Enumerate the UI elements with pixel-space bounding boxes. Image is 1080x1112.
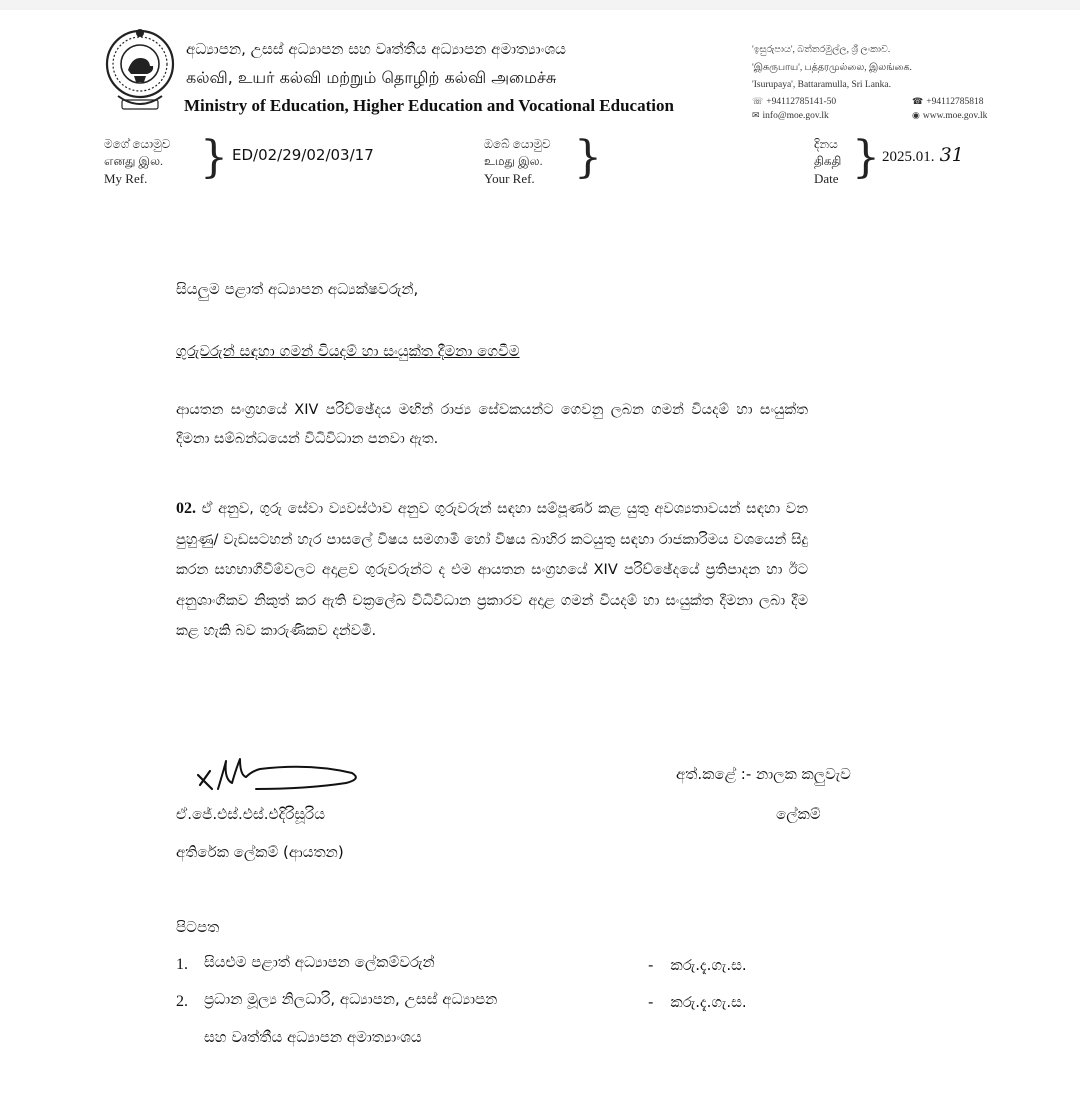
date-label-sinhala: දිනය [814, 137, 838, 151]
website-address: www.moe.gov.lk [922, 111, 988, 121]
copy-item-number: 2. [176, 993, 188, 1010]
date-label-tamil: திகதி [814, 154, 842, 168]
my-ref-label-sinhala: මගේ යොමුව [104, 137, 171, 151]
date-day-handwritten: 31 [939, 144, 964, 166]
paragraph-2-text: ඒ අනුව, ගුරු සේවා ව්‍යවස්ථාව අනුව ගුරුවරුන් සඳහා සම්පූර්ණ කළ යුතු අවශ්‍යතාවයන් සඳහා වන පුහුණු/ වැඩසටහන් හැර පාසලේ විෂය සමගාමී හෝ විෂය බාහිර කටයුතු සඳහා රාජකාරිමය වශයෙන් සිදු කරන සහභාගීවීම්වලට අදාළව ගුරුවරුන්ට ද එම ආයතන සංග්‍රහයේ XIV පරිච්ඡේදයේ ප්‍රතිපාදන හා ඊට අනුශාංගිකව නිකුත් කර ඇති චක්‍රලේඛ විධිවිධාන ප්‍රකාරව අදාළ ගමන් වියදම් හා සංයුක්ත දීමනා ලබා දීම කළ හැකි බව කාරුණිකව දන්වමි. [176, 501, 808, 639]
address-sinhala: 'ඉසුරුපාය', බත්තරමුල්ල, ශ්‍රී ලංකාව. [752, 45, 891, 55]
my-ref-brace: } [200, 132, 228, 183]
paragraph-2 [176, 494, 808, 647]
my-ref-label-english: My Ref. [104, 171, 148, 186]
your-ref-brace: } [574, 132, 602, 183]
my-ref-value: ED/02/29/02/03/17 [232, 146, 374, 164]
email-icon: ✉ [752, 110, 760, 120]
your-ref-label-english: Your Ref. [484, 171, 535, 186]
globe-icon: ◉ [912, 110, 920, 120]
copies-heading: පිටපත [176, 918, 220, 936]
salutation: සියලුම පළාත් අධ්‍යාපන අධ්‍යක්ෂවරුන්, [176, 280, 419, 298]
your-ref-label-tamil: உமது இல. [484, 154, 543, 168]
phone-line [752, 96, 836, 107]
copy-item-text: ප්‍රධාන මූල්‍ය නිලධාරි, අධ්‍යාපන, උසස් අධ්‍යාපන [204, 990, 498, 1008]
date-brace: } [852, 132, 880, 183]
signed-by-note: අත්.කළේ :- නාලක කලුවැව [676, 765, 851, 783]
copy-item-dash: - [648, 956, 654, 974]
fax-icon: ☎ [912, 96, 924, 106]
signatory-name: ඒ.ජේ.එස්.එස්.එදිරිසූරිය [176, 805, 326, 823]
fax-number: +94112785818 [926, 97, 984, 107]
phone-icon: ☏ [752, 96, 764, 106]
copy-item-dash: - [648, 993, 654, 1011]
your-ref-label-sinhala: ඔබේ යොමුව [484, 137, 551, 151]
address-english: 'Isurupaya', Battaramulla, Sri Lanka. [752, 80, 892, 90]
ministry-name-english: Ministry of Education, Higher Education and Vocational Education [184, 96, 674, 115]
website-line [912, 110, 987, 121]
signatory-title: අතිරේක ලේකම් (ආයතන) [176, 843, 344, 861]
top-strip [0, 0, 1080, 10]
copy-item-action-text: කරු.දැ.ගැ.ස. [670, 993, 747, 1011]
address-tamil: 'இசுருபாய', பத்தரமுல்லை, இலங்கை. [752, 63, 912, 73]
government-emblem [104, 26, 176, 114]
ministry-name-tamil: கல்வி, உயர் கல்வி மற்றும் தொழிற் கல்வி அமைச்சு [186, 68, 557, 87]
date-value: 2025.01. [882, 149, 935, 165]
date-label-english: Date [814, 171, 839, 186]
copy-item [176, 954, 188, 974]
date-field [882, 144, 964, 166]
paragraph-2-number: 02. [176, 500, 196, 517]
copy-item-action [648, 955, 747, 974]
fax-line [912, 96, 983, 107]
subject-line: ගුරුවරුන් සඳහා ගමන් වියදම් හා සංයුක්ත දීමනා ගෙවීම [176, 342, 520, 360]
copy-item [176, 991, 188, 1011]
my-ref-label [104, 136, 170, 187]
secretary-title: ලේකම් [776, 805, 821, 823]
ministry-name-sinhala: අධ්‍යාපන, උසස් අධ්‍යාපන සහ වෘත්තීය අධ්‍යාපන අමාත්‍යාංශය [186, 40, 566, 58]
copy-item-text: සියළුම පළාත් අධ්‍යාපන ලේකම්වරුන් [204, 953, 435, 971]
copy-item-number: 1. [176, 956, 188, 973]
phone-number: +94112785141-50 [766, 97, 837, 107]
your-ref-label [484, 136, 551, 187]
email-line [752, 110, 829, 121]
copy-item-action-text: කරු.දැ.ගැ.ස. [670, 956, 747, 974]
paragraph-1: ආයතන සංග්‍රහයේ XIV පරිච්ඡේදය මඟින් රාජ්‍ය සේවකයන්ට ගෙවනු ලබන ගමන් වියදම් හා සංයුක්ත දීමනා සම්බන්ධයෙන් විධිවිධාන පනවා ඇත. [176, 402, 808, 447]
copy-item-text-line2: සහ වෘත්තීය අධ්‍යාපන අමාත්‍යාංශය [204, 1028, 422, 1046]
date-label [814, 136, 841, 187]
my-ref-label-tamil: எனது இல. [104, 154, 164, 168]
email-address: info@moe.gov.lk [762, 111, 829, 121]
copy-item-action [648, 992, 747, 1011]
